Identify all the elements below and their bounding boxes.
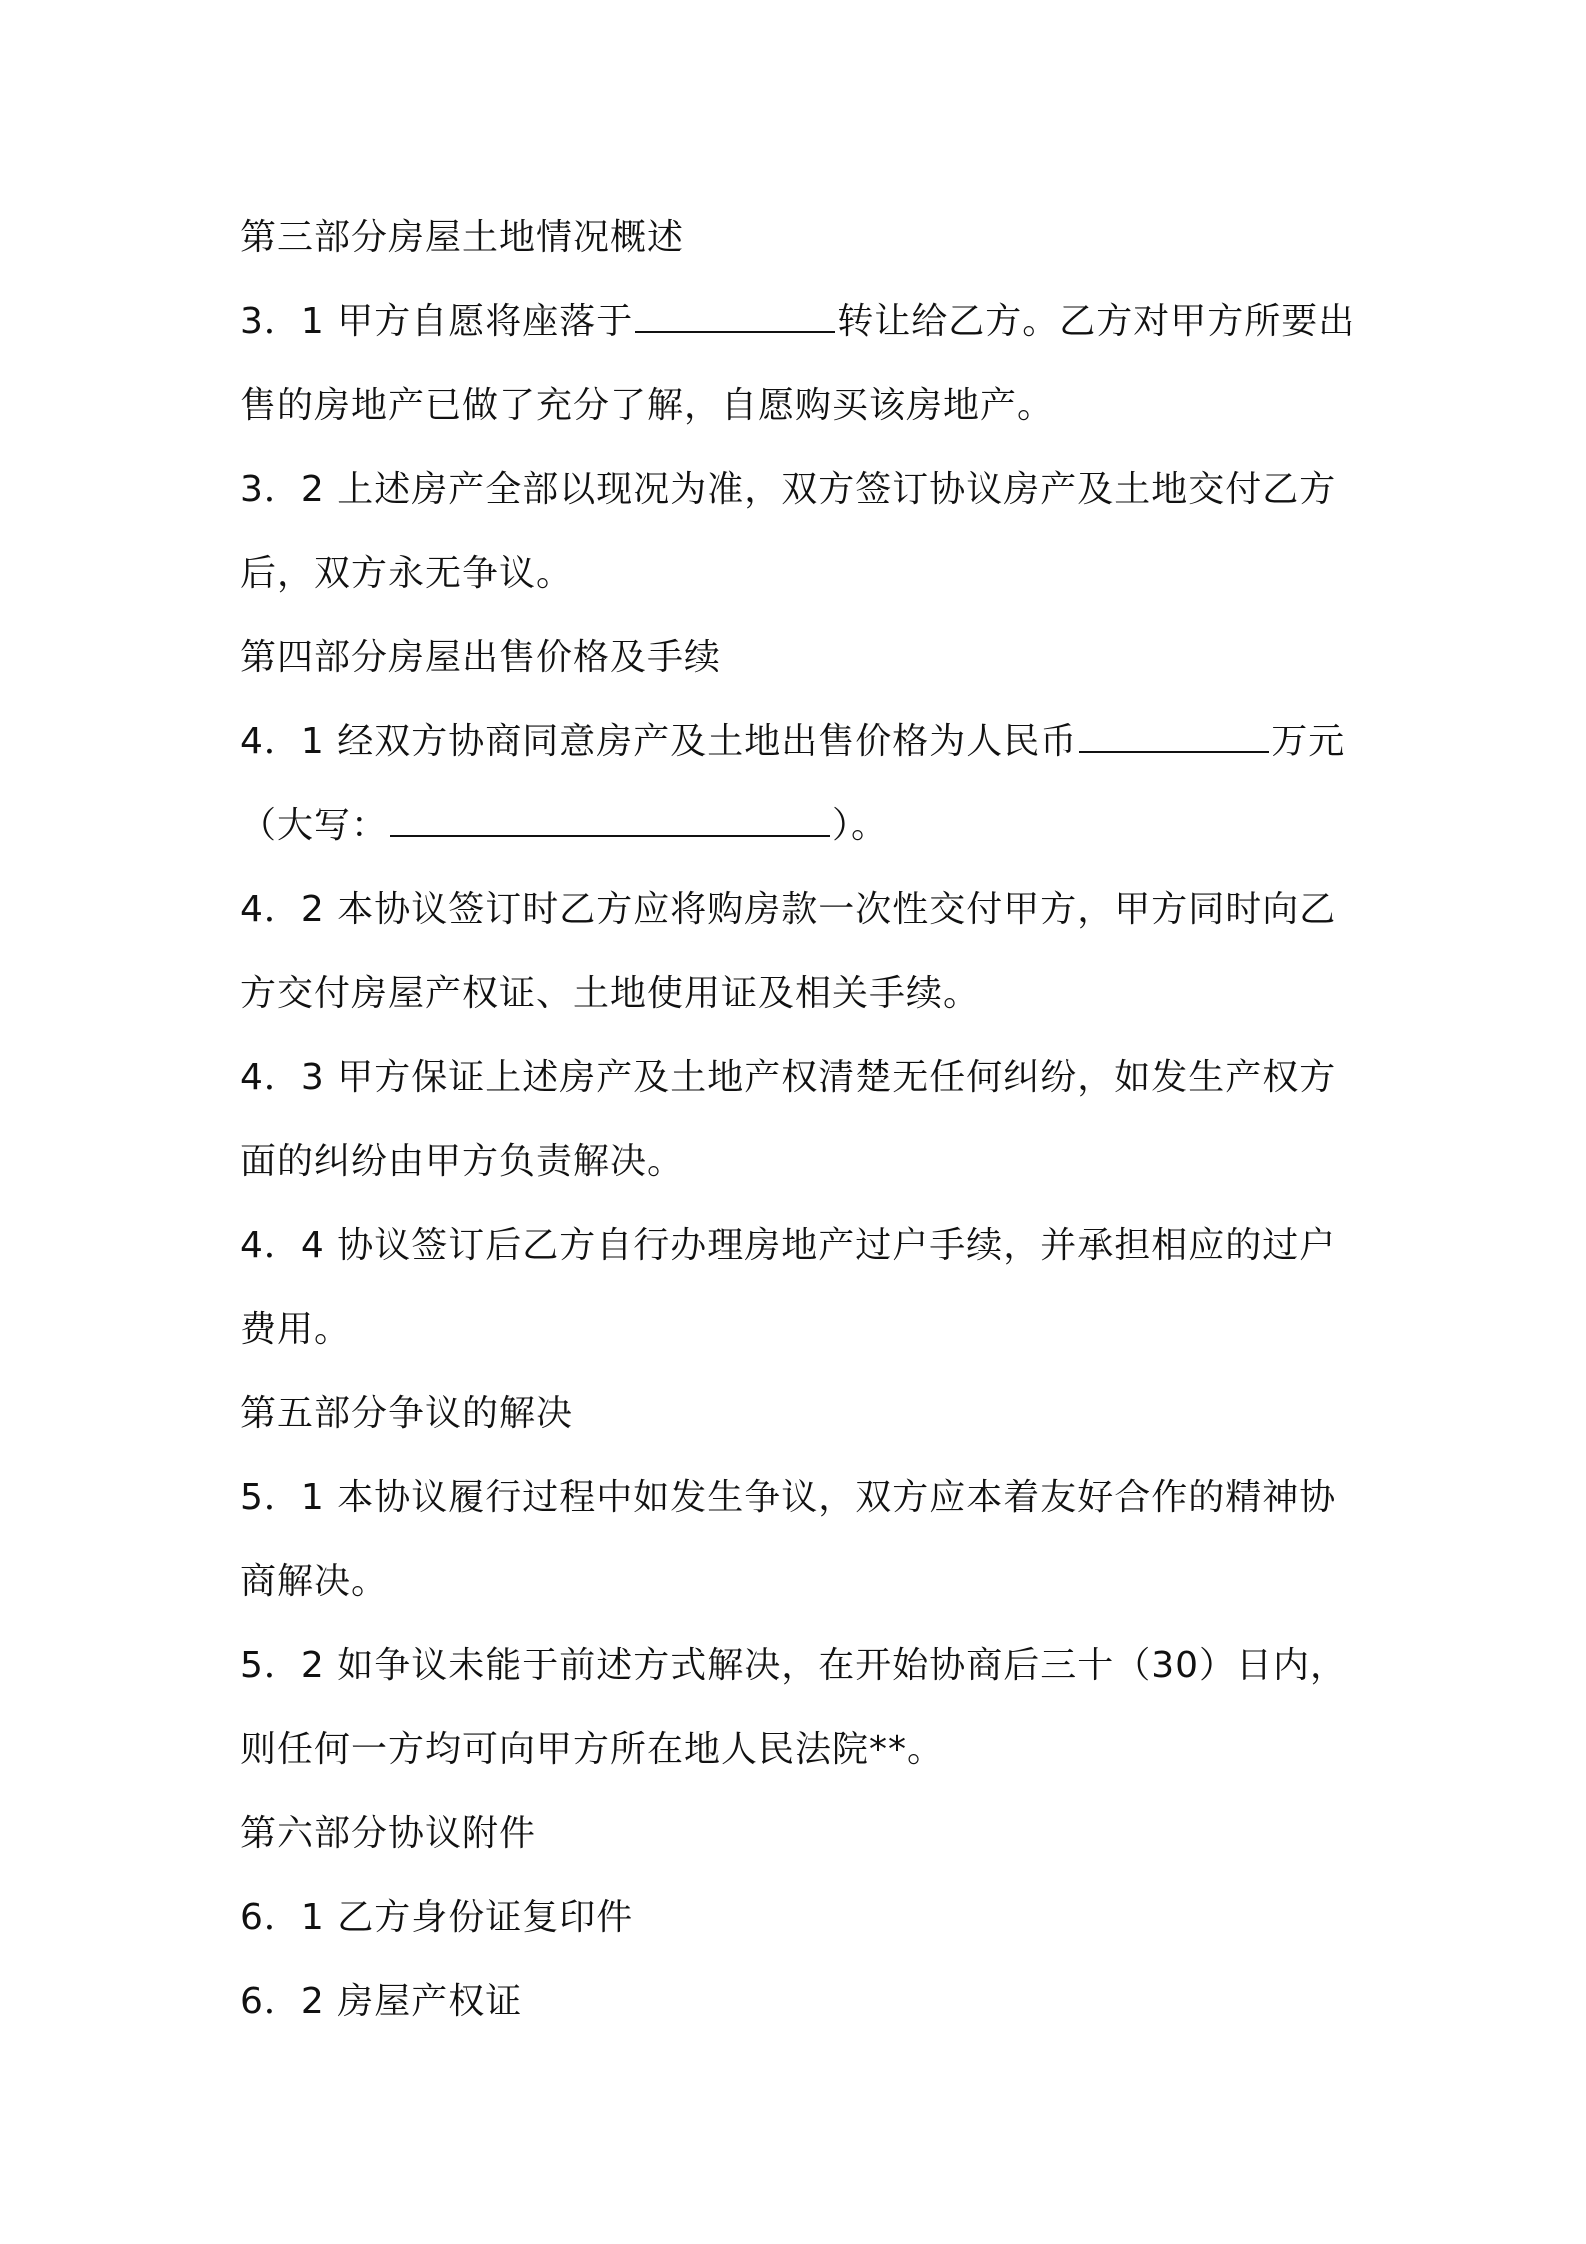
clause-4-3-line-1: 4．3 甲方保证上述房产及土地产权清楚无任何纠纷，如发生产权方	[240, 1057, 1337, 1098]
clause-6-2: 6．2 房屋产权证	[240, 1981, 523, 2022]
clause-5-2-line-1: 5．2 如争议未能于前述方式解决，在开始协商后三十（30）日内，	[240, 1645, 1348, 1686]
clause-3-2-line-2: 后，双方永无争议。	[240, 553, 574, 594]
clause-3-1-line-1	[240, 280, 1360, 364]
clause-4-4-line-1: 4．4 协议签订后乙方自行办理房地产过户手续，并承担相应的过户	[240, 1225, 1337, 1266]
clause-5-2-line-2: 则任何一方均可向甲方所在地人民法院**。	[240, 1729, 945, 1770]
clause-text: （大写：	[240, 805, 389, 846]
clause-3-1-line-2: 售的房地产已做了充分了解，自愿购买该房地产。	[240, 385, 1055, 426]
blank-field-price[interactable]	[1079, 727, 1269, 753]
clause-text: 3．1 甲方自愿将座落于	[240, 301, 634, 342]
clause-4-4-line-2: 费用。	[240, 1309, 352, 1350]
clause-6-1: 6．1 乙方身份证复印件	[240, 1897, 634, 1938]
clause-4-1-line-1	[240, 700, 1360, 784]
section-heading-5: 第五部分争议的解决	[240, 1393, 574, 1434]
clause-text: ）。	[832, 805, 889, 846]
clause-4-2-line-2: 方交付房屋产权证、土地使用证及相关手续。	[240, 973, 981, 1014]
clause-text: 转让给乙方。乙方对甲方所要出	[837, 301, 1356, 342]
blank-field-location[interactable]	[635, 307, 835, 333]
blank-field-price-uppercase[interactable]	[390, 811, 830, 837]
document-body	[240, 196, 1360, 2044]
section-heading-4: 第四部分房屋出售价格及手续	[240, 637, 722, 678]
clause-text: 4．1 经双方协商同意房产及土地出售价格为人民币	[240, 721, 1078, 762]
clause-text: 万元	[1271, 721, 1346, 762]
section-heading-3: 第三部分房屋土地情况概述	[240, 217, 685, 258]
clause-4-3-line-2: 面的纠纷由甲方负责解决。	[240, 1141, 685, 1182]
clause-5-1-line-1: 5．1 本协议履行过程中如发生争议，双方应本着友好合作的精神协	[240, 1477, 1337, 1518]
clause-5-1-line-2: 商解决。	[240, 1561, 389, 1602]
clause-4-2-line-1: 4．2 本协议签订时乙方应将购房款一次性交付甲方，甲方同时向乙	[240, 889, 1337, 930]
section-heading-6: 第六部分协议附件	[240, 1813, 537, 1854]
clause-4-1-line-2	[240, 784, 1360, 868]
clause-3-2-line-1: 3．2 上述房产全部以现况为准，双方签订协议房产及土地交付乙方	[240, 469, 1337, 510]
